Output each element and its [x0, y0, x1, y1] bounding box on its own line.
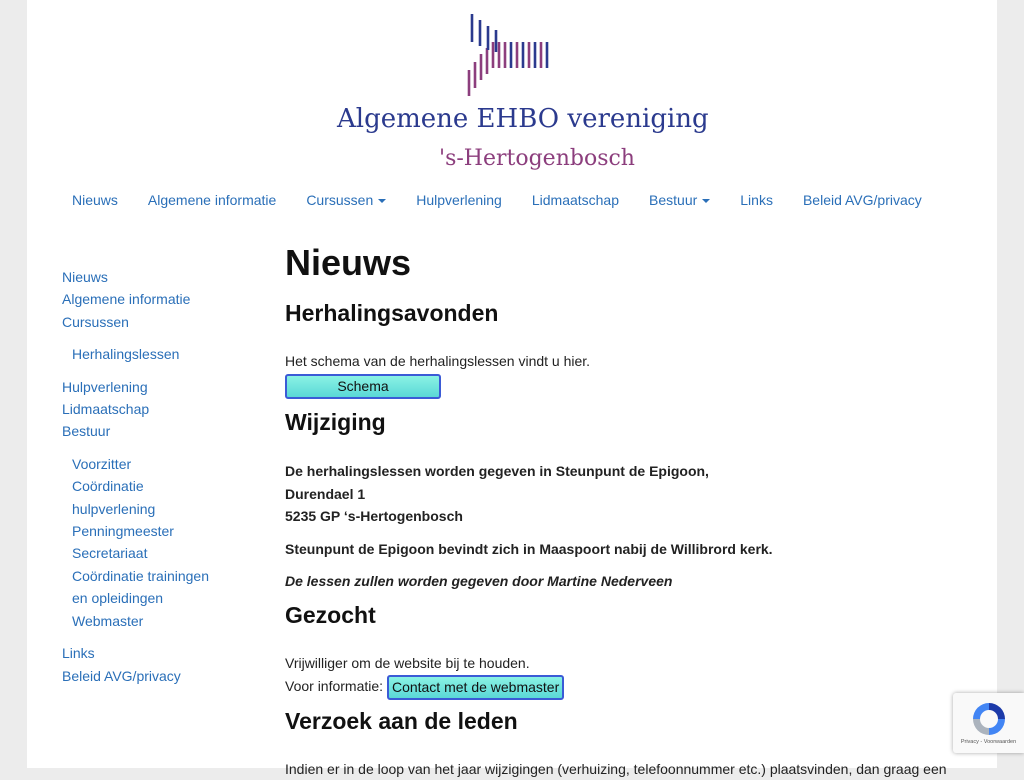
sidebar-item-beleid-avg-privacy[interactable]: Beleid AVG/privacy [62, 667, 181, 684]
topnav-label: Links [740, 192, 773, 208]
section-heading-gezocht: Gezocht [285, 602, 376, 629]
recaptcha-footer[interactable]: Privacy - Voorwaarden [960, 739, 1017, 745]
site-logo[interactable] [337, 6, 709, 176]
topnav-label: Bestuur [649, 192, 698, 208]
sidebar-menu [62, 266, 262, 687]
sidebar-item-webmaster[interactable]: Webmaster [72, 612, 144, 629]
caret-down-icon [378, 199, 386, 203]
instructor-note: De lessen zullen worden gegeven door Martine Nederveen [285, 573, 673, 590]
sidebar-item-secretariaat[interactable]: Secretariaat [72, 545, 148, 562]
recaptcha-badge[interactable] [953, 693, 1024, 753]
sidebar-item-herhalingslessen[interactable]: Herhalingslessen [72, 346, 180, 363]
caret-down-icon [702, 199, 710, 203]
logo-bars-icon [463, 12, 573, 102]
sidebar-item-nieuws[interactable]: Nieuws [62, 269, 108, 285]
topnav-cursussen[interactable] [291, 190, 401, 212]
volunteer-text: Vrijwilliger om de website bij te houden. [285, 655, 530, 672]
address-postcode: 5235 GP ‘s-Hertogenbosch [285, 508, 463, 525]
topnav-label: Algemene informatie [147, 192, 277, 208]
section-text: Het schema van de herhalingslessen vindt u hier. [285, 353, 591, 369]
section-heading-wijziging: Wijziging [285, 409, 386, 436]
sidebar-item-coordinatie-trainingen[interactable]: Coördinatie trainingen en opleidingen [72, 567, 209, 607]
sidebar-item-algemene-informatie[interactable]: Algemene informatie [62, 291, 191, 308]
location-line: De herhalingslessen worden gegeven in Steunpunt de Epigoon, [285, 463, 709, 480]
page-title: Nieuws [285, 242, 412, 283]
topnav-beleid-avg-privacy[interactable] [788, 190, 937, 212]
topnav-bestuur[interactable] [634, 190, 725, 212]
sidebar-submenu-cursussen [62, 343, 262, 365]
topnav-label: Hulpverlening [416, 192, 502, 208]
topnav-label: Lidmaatschap [531, 192, 620, 208]
main-content [285, 240, 965, 780]
sidebar-item-coordinatie-hulpverlening[interactable]: Coördinatie hulpverlening [72, 478, 156, 517]
sidebar-submenu-bestuur [62, 453, 262, 632]
topnav-hulpverlening[interactable] [401, 190, 517, 212]
sidebar-item-hulpverlening[interactable]: Hulpverlening [62, 378, 148, 395]
sidebar-item-voorzitter[interactable]: Voorzitter [72, 455, 132, 472]
sidebar-item-bestuur[interactable]: Bestuur [62, 423, 111, 440]
sidebar-item-links[interactable]: Links [62, 645, 95, 662]
topnav-lidmaatschap[interactable] [517, 190, 634, 212]
sidebar-item-penningmeester[interactable]: Penningmeester [72, 523, 174, 540]
sidebar-item-lidmaatschap[interactable]: Lidmaatschap [62, 401, 150, 418]
logo-title: Algemene EHBO vereniging [337, 104, 709, 134]
contact-line [285, 675, 965, 700]
location-note: Steunpunt de Epigoon bevindt zich in Maaspoort nabij de Willibrord kerk. [285, 540, 773, 557]
page [27, 0, 997, 777]
contact-prefix: Voor informatie: [285, 678, 384, 695]
topnav-links[interactable] [725, 190, 788, 212]
section-heading-herhalingsavonden: Herhalingsavonden [285, 300, 499, 326]
address-street: Durendael 1 [285, 485, 366, 502]
contact-webmaster-button[interactable]: Contact met de webmaster [387, 675, 564, 700]
section-heading-verzoek: Verzoek aan de leden [285, 707, 518, 734]
top-navigation [57, 190, 937, 212]
request-text: Indien er in de loop van het jaar wijzigingen (verhuizing, telefoonnummer etc.) plaatsvinden, dan graag een [285, 760, 947, 777]
logo-subtitle: 's-Hertogenbosch [439, 146, 635, 171]
topnav-label: Beleid AVG/privacy [802, 192, 922, 208]
recaptcha-icon [970, 700, 1008, 738]
topnav-algemene-informatie[interactable] [133, 190, 291, 212]
topnav-label: Cursussen [306, 192, 374, 208]
topnav-nieuws[interactable] [57, 190, 133, 212]
sidebar-item-cursussen[interactable]: Cursussen [62, 313, 129, 330]
topnav-label: Nieuws [72, 192, 118, 208]
schema-button[interactable]: Schema [285, 374, 441, 399]
